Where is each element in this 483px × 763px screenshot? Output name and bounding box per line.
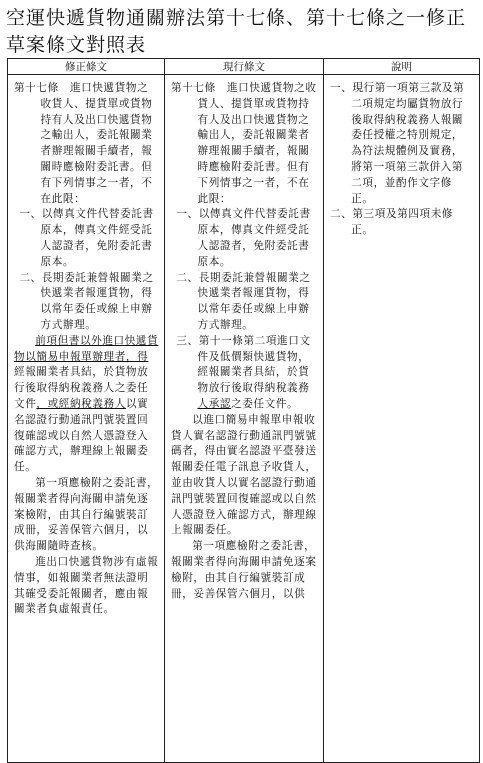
current-paragraph-3: 第一項應檢附之委託書，報關業者得向海關申請免逐案檢附，由其自行編號裝訂成冊，妥善保管六個月，以供 (171, 540, 317, 600)
item-3-text: 三、第十一條第二項進口文件及低價類快遞貨物，經報關業者具結，於貨物放行後取得納稅義務 (176, 334, 311, 395)
explanation-note-2: 二、第三項及第四項未修正。 (330, 208, 454, 237)
comparison-table (7, 58, 480, 763)
amended-paragraph-2 (14, 334, 159, 476)
underlined-amendment-1: 前項但書以外進口快遞貨物以簡易申報單辦理者，得 (14, 334, 159, 363)
amended-article-head: 第十七條 進口快遞貨物之收貨人、提貨單或貨物持有人及出口快遞貨物之輸出人，委託報關業者辦理報關手續者，報關時應檢附委託書。但有下列情事之一者，不在此限： (14, 82, 153, 205)
current-paragraph-2: 以進口簡易申報單申報收貨人實名認證行動通訊門號號碼者，得由實名認證平臺發送報關委任電子訊息予收貨人，並由收貨人以實名認證行動通訊門號裝置回復確認或以自然人憑證登入確認方式，辦理線上報關委任。 (171, 413, 317, 537)
current-text-cell (165, 75, 324, 763)
underlined-amendment-2: ，或經納稅義務人 (36, 397, 126, 410)
explanation-note-1: 一、現行第一項第三款及第二項規定均屬貨物放行後取得納稅義務人報關委任授權之特別規定，為符法規體例及實務，將第一項第三款併入第二項，並酌作文字修正。 (330, 82, 465, 205)
header-current: 現行條文 (165, 59, 324, 75)
current-item-1: 一、以傳真文件代替委託書原本，傳真文件經受託人認證者，免附委託書原本。 (176, 208, 311, 268)
header-row (8, 59, 480, 75)
paragraph-2-end: 以實名認證行動通訊門號裝置回復確認或以自然人憑證登入確認方式，辦理線上報關委任。 (14, 397, 149, 474)
amended-paragraph-3: 第一項應檢附之委託書，報關業者得向海關申請免逐案檢附，由其自行編號裝訂成冊，妥善保管六個月，以供海關隨時查核。 (14, 476, 159, 553)
underlined-text: 人承認 (197, 397, 232, 410)
header-explanation: 說明 (324, 59, 480, 75)
amended-item-1: 一、以傳真文件代替委託書原本，傳真文件經受託人認證者，免附委託書原本。 (19, 208, 154, 268)
content-row (8, 75, 480, 763)
paragraph-2-text: 經報關業者具結，於貨物放行後取得納稅義務人之委任文件 (14, 366, 149, 410)
item-3-end: 之委任文件。 (231, 397, 299, 410)
header-amended: 修正條文 (8, 59, 165, 75)
current-item-2: 二、長期委託兼營報關業之快遞業者報運貨物，得以常年委任或線上申辦方式辦理。 (176, 271, 311, 331)
explanation-cell (324, 75, 480, 763)
amended-paragraph-4: 進出口快遞貨物涉有虛報情事，如報關業者無法證明其確受委託報關者，應由報關業者負虛報責任。 (14, 555, 159, 616)
current-article-head: 第十七條 進口快遞貨物之收貨人、提貨單或貨物持有人及出口快遞貨物之輸出人，委託報關業者辦理報關手續者，報關時應檢附委託書。但有下列情事之一者，不在此限： (171, 82, 317, 205)
current-item-3 (171, 334, 318, 413)
amended-text-cell (8, 75, 165, 763)
amended-item-2: 二、長期委託兼營報關業之快遞業者報運貨物，得以常年委任或線上申辦方式辦理。 (19, 271, 154, 331)
page-title: 空運快遞貨物通關辦法第十七條、第十七條之一修正草案條文對照表 (6, 7, 467, 56)
